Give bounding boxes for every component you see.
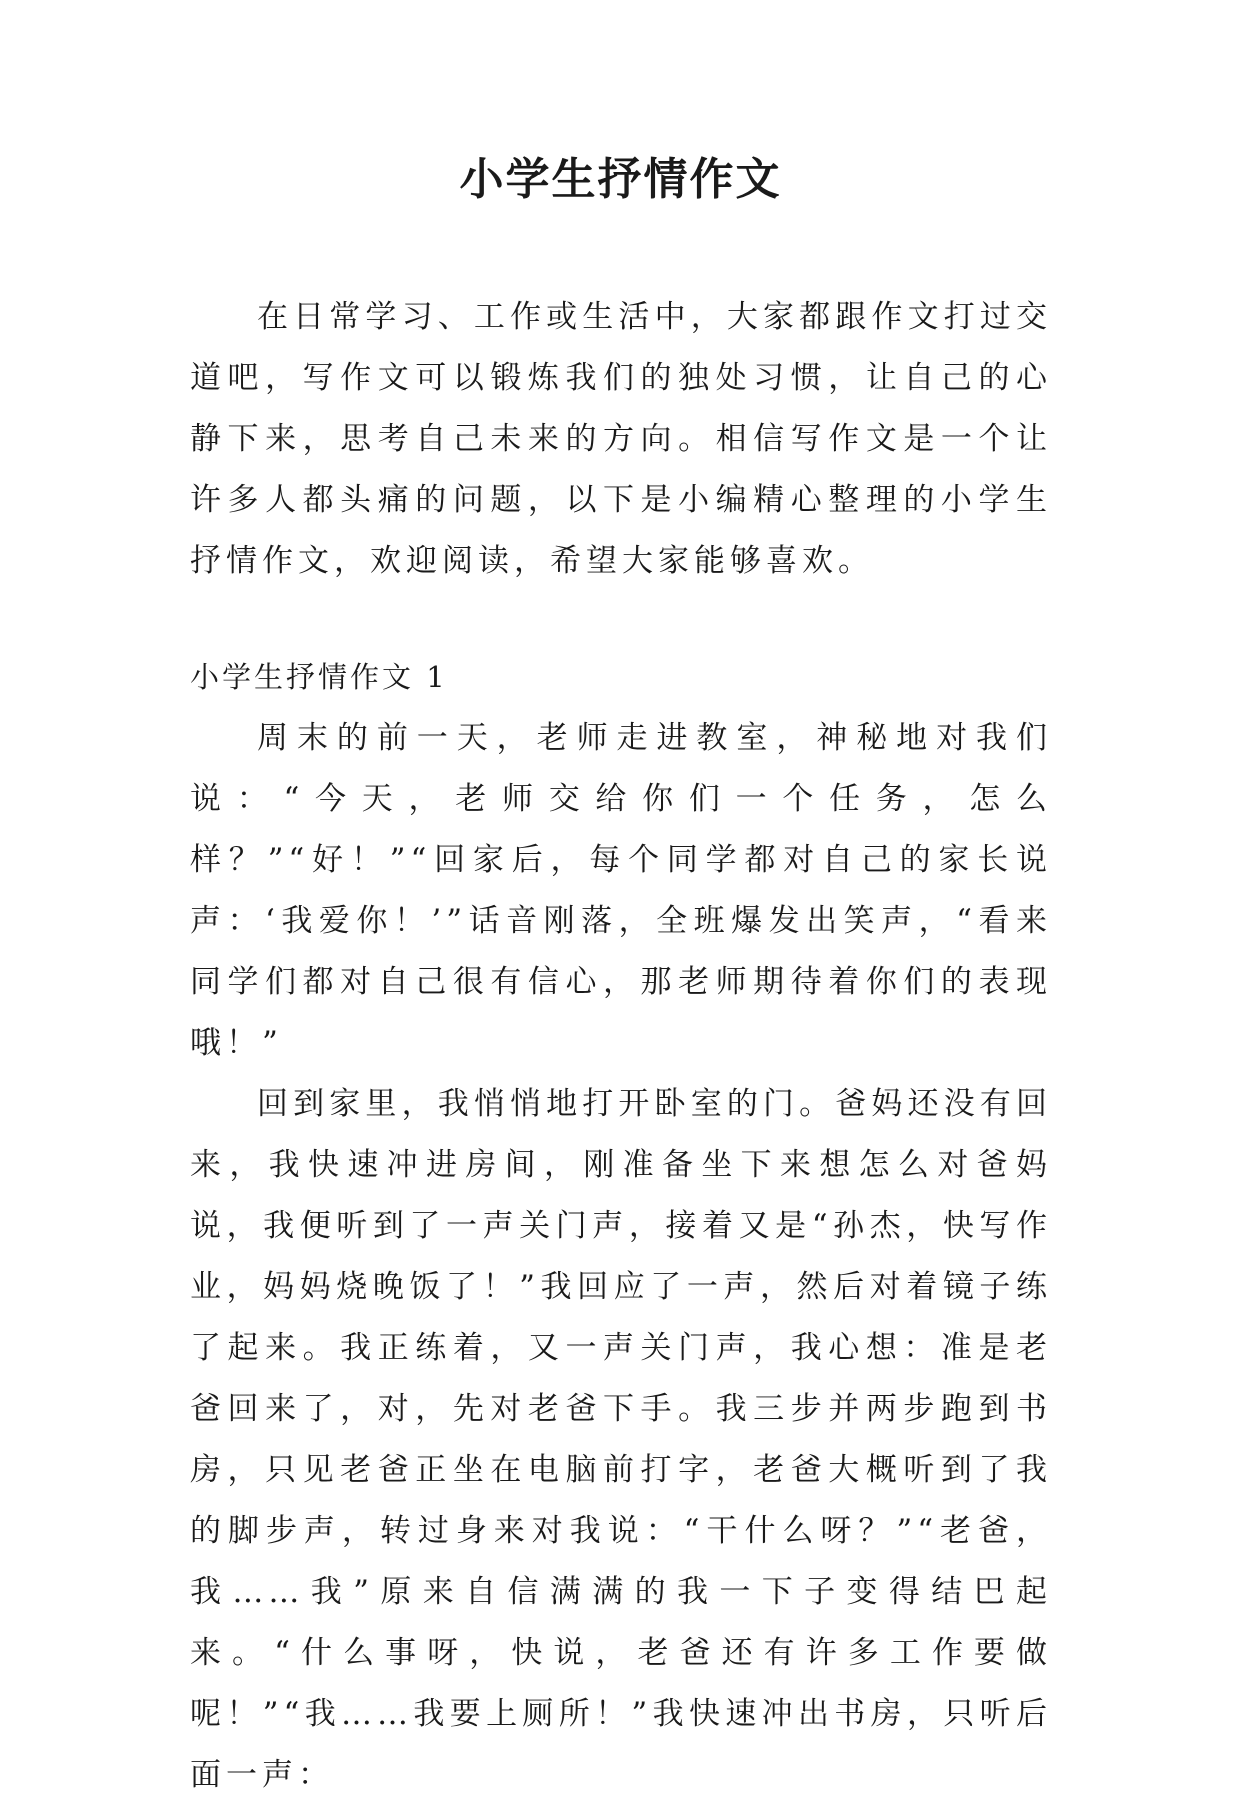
section-heading: 小学生抒情作文 1 (190, 660, 448, 694)
document-title: 小学生抒情作文 (459, 154, 782, 205)
section-spacer (190, 592, 1052, 647)
document-body (190, 287, 1052, 1806)
body-paragraph: 周末的前一天，老师走进教室，神秘地对我们说：“今天，老师交给你们一个任务，怎么样？”“好！”“回家后，每个同学都对自己的家长说声：‘我爱你！’”话音刚落，全班爆发出笑声，“看来同学们都对自己很有信心，那老师期待着你们的表现哦！” (190, 720, 1052, 1061)
body-paragraph: 回到家里，我悄悄地打开卧室的门。爸妈还没有回来，我快速冲进房间，刚准备坐下来想怎么对爸妈说，我便听到了一声关门声，接着又是“孙杰，快写作业，妈妈烧晚饭了！”我回应了一声，然后对着镜子练了起来。我正练着，又一声关门声，我心想：准是老爸回来了，对，先对老爸下手。我三步并两步跑到书房，只见老爸正坐在电脑前打字，老爸大概听到了我的脚步声，转过身来对我说：“干什么呀？”“老爸，我……我”原来自信满满的我一下子变得结巴起来。“什么事呀，快说，老爸还有许多工作要做呢！”“我……我要上厕所！”我快速冲出书房，只听后面一声： (190, 1086, 1052, 1793)
intro-paragraph: 在日常学习、工作或生活中，大家都跟作文打过交道吧，写作文可以锻炼我们的独处习惯，让自己的心静下来，思考自己未来的方向。相信写作文是一个让许多人都头痛的问题，以下是小编精心整理的小学生抒情作文，欢迎阅读，希望大家能够喜欢。 (190, 299, 1052, 579)
